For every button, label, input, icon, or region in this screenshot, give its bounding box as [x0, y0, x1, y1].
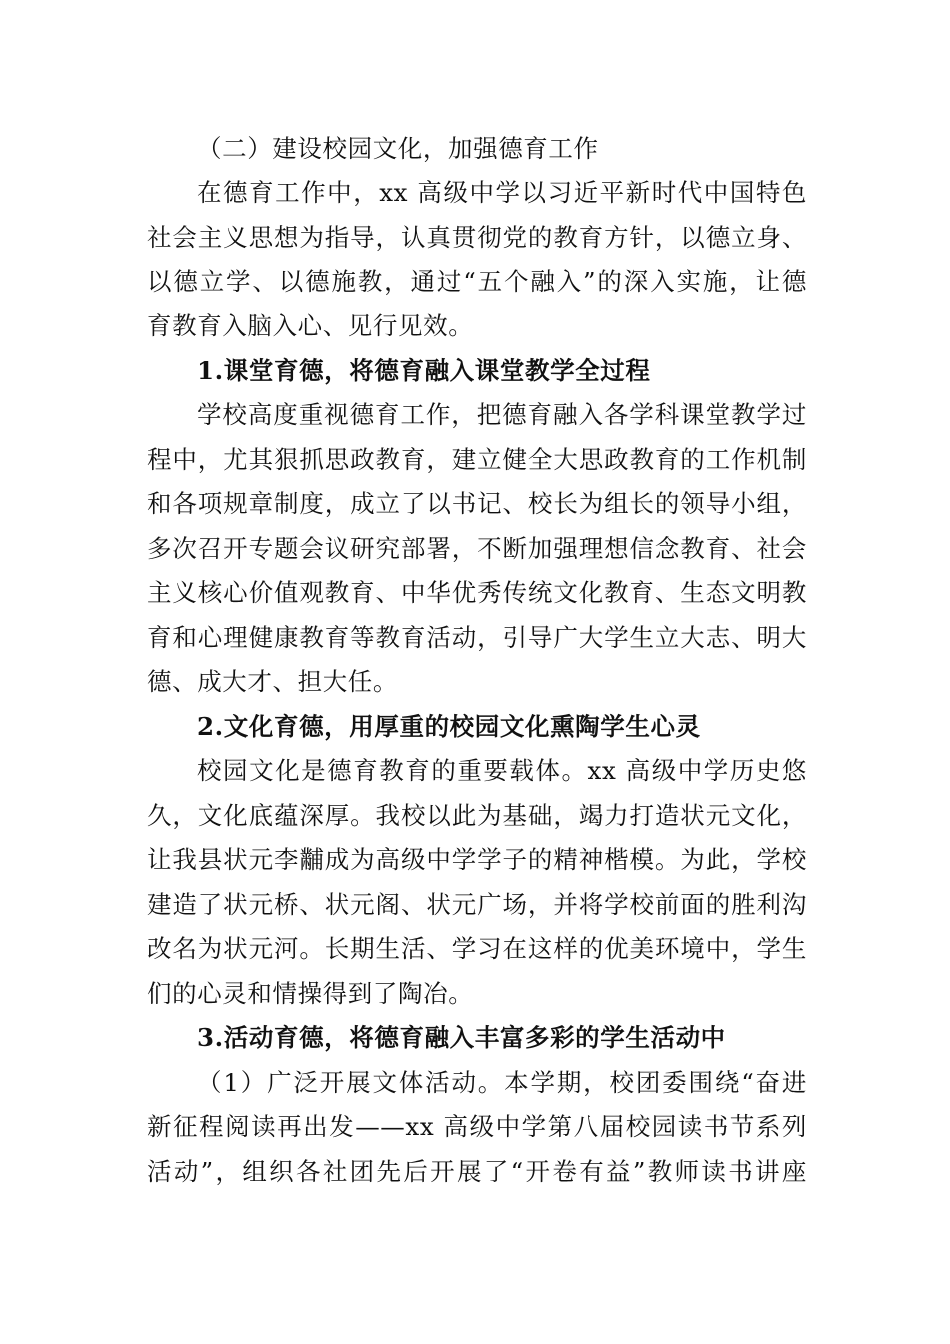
paragraph-line: 育和心理健康教育等教育活动，引导广大学生立大志、明大 — [147, 623, 807, 652]
paragraph-line: 新征程阅读再出发——xx 高级中学第八届校园读书节系列 — [147, 1112, 807, 1141]
paragraph-line: 在德育工作中，xx 高级中学以习近平新时代中国特色 — [197, 178, 807, 207]
paragraph-line: 主义核心价值观教育、中华优秀传统文化教育、生态文明教 — [147, 578, 807, 607]
paragraph-line: 社会主义思想为指导，认真贯彻党的教育方针，以德立身、 — [147, 223, 807, 252]
paragraph-line: 活动”，组织各社团先后开展了“开卷有益”教师读书讲座 — [147, 1157, 807, 1186]
paragraph-line: 育教育入脑入心、见行见效。 — [147, 311, 474, 340]
paragraph-line: 以德立学、以德施教，通过“五个融入”的深入实施，让德 — [147, 267, 807, 296]
paragraph-line: 校园文化是德育教育的重要载体。xx 高级中学历史悠 — [197, 756, 807, 785]
paragraph-line: （1）广泛开展文体活动。本学期，校团委围绕“奋进 — [197, 1068, 807, 1097]
section-heading: （二）建设校园文化，加强德育工作 — [197, 134, 599, 163]
paragraph-line: 德、成大才、担大任。 — [147, 667, 398, 696]
paragraph-line: 学校高度重视德育工作，把德育融入各学科课堂教学过 — [197, 400, 807, 429]
paragraph-line: 和各项规章制度，成立了以书记、校长为组长的领导小组， — [147, 489, 807, 518]
subsection-heading: 2.文化育德，用厚重的校园文化熏陶学生心灵 — [197, 712, 701, 741]
paragraph-line: 改名为状元河。长期生活、学习在这样的优美环境中，学生 — [147, 934, 807, 963]
paragraph-line: 程中，尤其狠抓思政教育，建立健全大思政教育的工作机制 — [147, 445, 807, 474]
paragraph-line: 们的心灵和情操得到了陶冶。 — [147, 979, 474, 1008]
paragraph-line: 久，文化底蕴深厚。我校以此为基础，竭力打造状元文化， — [147, 801, 807, 830]
subsection-heading: 3.活动育德，将德育融入丰富多彩的学生活动中 — [197, 1023, 726, 1052]
paragraph-line: 建造了状元桥、状元阁、状元广场，并将学校前面的胜利沟 — [147, 890, 807, 919]
paragraph-line: 让我县状元李黼成为高级中学学子的精神楷模。为此，学校 — [147, 845, 807, 874]
subsection-heading: 1.课堂育德，将德育融入课堂教学全过程 — [197, 356, 651, 385]
paragraph-line: 多次召开专题会议研究部署，不断加强理想信念教育、社会 — [147, 534, 807, 563]
